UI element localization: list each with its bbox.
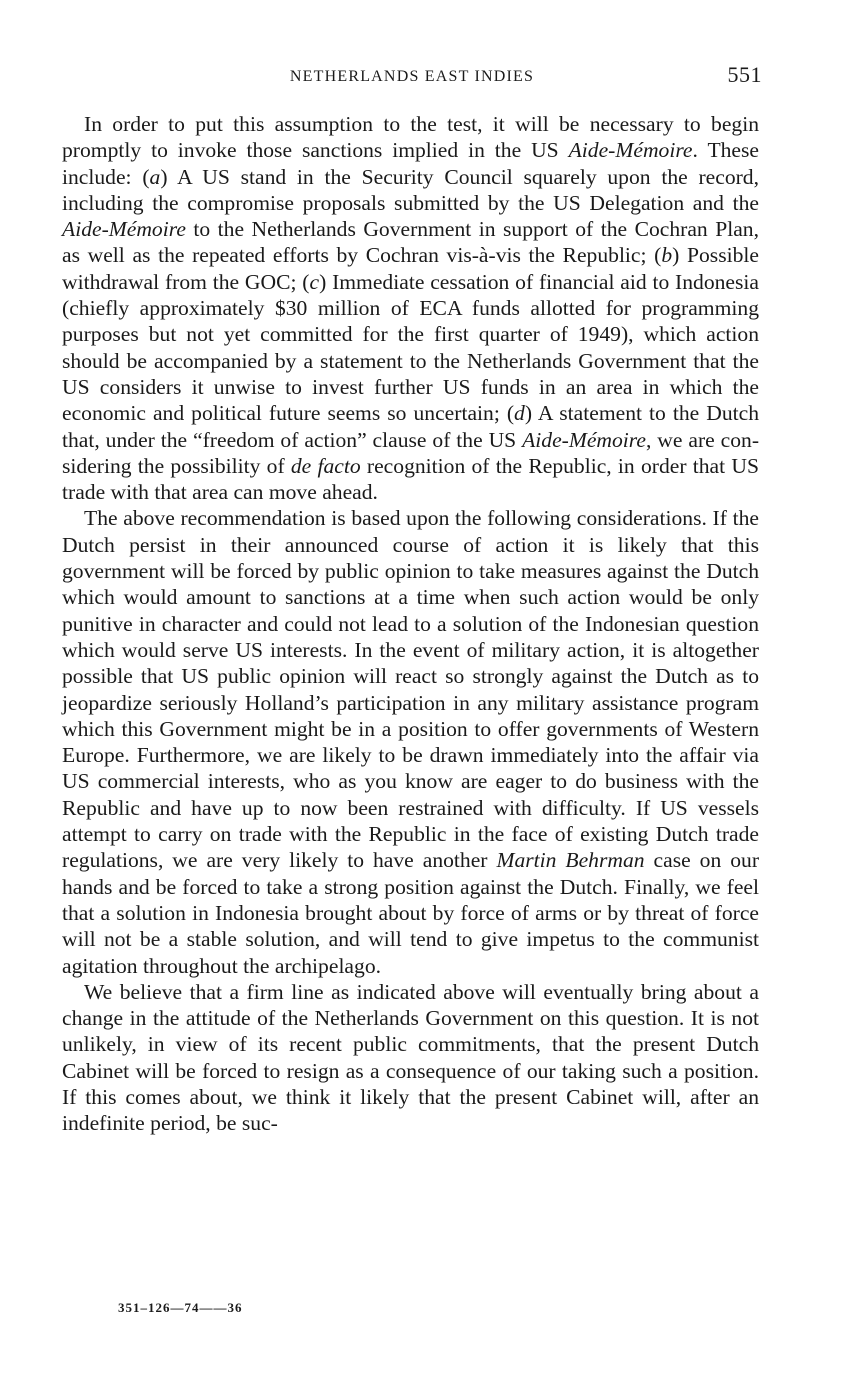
text-segment: to the Netherlands Government in support of the Cochran Plan, as well as the repeated efforts by Cochran vis-à-vis the Republic; ( [62,217,759,268]
paragraph-2 [62,505,759,978]
italic-term: Aide-Mémoire [62,217,186,242]
paragraph-3 [62,979,759,1137]
italic-term: Martin Behrman [496,848,645,873]
italic-term: Aide-Mémoire [522,427,646,452]
printer-mark: 351–126—74——36 [118,1300,243,1315]
italic-term: de facto [290,453,361,478]
paragraph-1 [62,111,759,505]
text-segment: . These include: ( [62,138,760,189]
running-title: NETHERLANDS EAST INDIES [289,68,535,85]
list-marker: a [149,164,161,189]
text-segment: , we are considering the possibility of [62,427,760,478]
page-number: 551 [727,62,762,87]
text-segment: recognition of the Republic, in order that US trade with that area can move ahead. [62,453,759,505]
text-segment: case on our hands and be forced to take a strong position against the Dutch. Finally, we feel that a solution in Indonesia brought about by force of arms or by threat of force will not be a stable solution, and will tend to give impetus to the communist agitation throughout the archipelago. [62,848,760,978]
text-segment: ) A US stand in the Security Council squarely upon the record, including the compromise proposals submitted by the US Delegation and the [62,164,759,215]
list-marker: b [661,243,673,268]
list-marker: d [514,401,525,426]
text-segment: ) Immediate cessation of financial aid to Indonesia (chiefly approximately $30 million of ECA funds allotted for programming purposes but not yet committed for the first quarter of 1949), which action should be accompanied by a statement to the Netherlands Government that the US considers it unwise to invest further US funds in an area in which the economic and political future seems so uncertain; ( [62,269,759,426]
list-marker: c [309,269,320,294]
text-segment: In order to put this assumption to the test, it will be necessary to begin promptly to invoke those sanctions implied in the US [62,112,759,163]
text-segment: We believe that a firm line as indicated above will eventually bring about a change in the attitude of the Netherlands Government on this question. It is not unlikely, in view of its recent public commitments, that the present Dutch Cabinet will be forced to resign as a consequence of our taking such a position. If this comes about, we think it likely that the present Cabinet will, after an indefinite period, be suc- [62,979,759,1136]
body-text [62,111,759,1137]
text-segment: The above recommendation is based upon the following considerations. If the Dutch persist in their announced course of action it is likely that this government will be forced by public opinion to take measures against the Dutch which would amount to sanctions at a time when such action would be only punitive in character and could not lead to a solution of the Indonesian question which would serve US interests. In the event of military action, it is altogether possible that US public opinion will react so strongly against the Dutch as to jeopardize seriously Holland’s participation in any military assistance program which this Government might be in a position to offer governments of Western Europe. Furthermore, we are likely to be drawn immediately into the affair via US commercial interests, who as you know are eager to do business with the Republic and have up to now been restrained with difficulty. If US vessels attempt to carry on trade with the Republic in the face of existing Dutch trade regulations, we are very likely to have another [62,506,759,873]
italic-term: Aide-Mémoire [568,138,693,163]
text-segment: ) Possible withdrawal from the GOC; ( [62,243,759,294]
text-segment: ) A statement to the Dutch that, under the “freedom of action” clause of the US [62,401,759,452]
running-head [62,62,762,98]
